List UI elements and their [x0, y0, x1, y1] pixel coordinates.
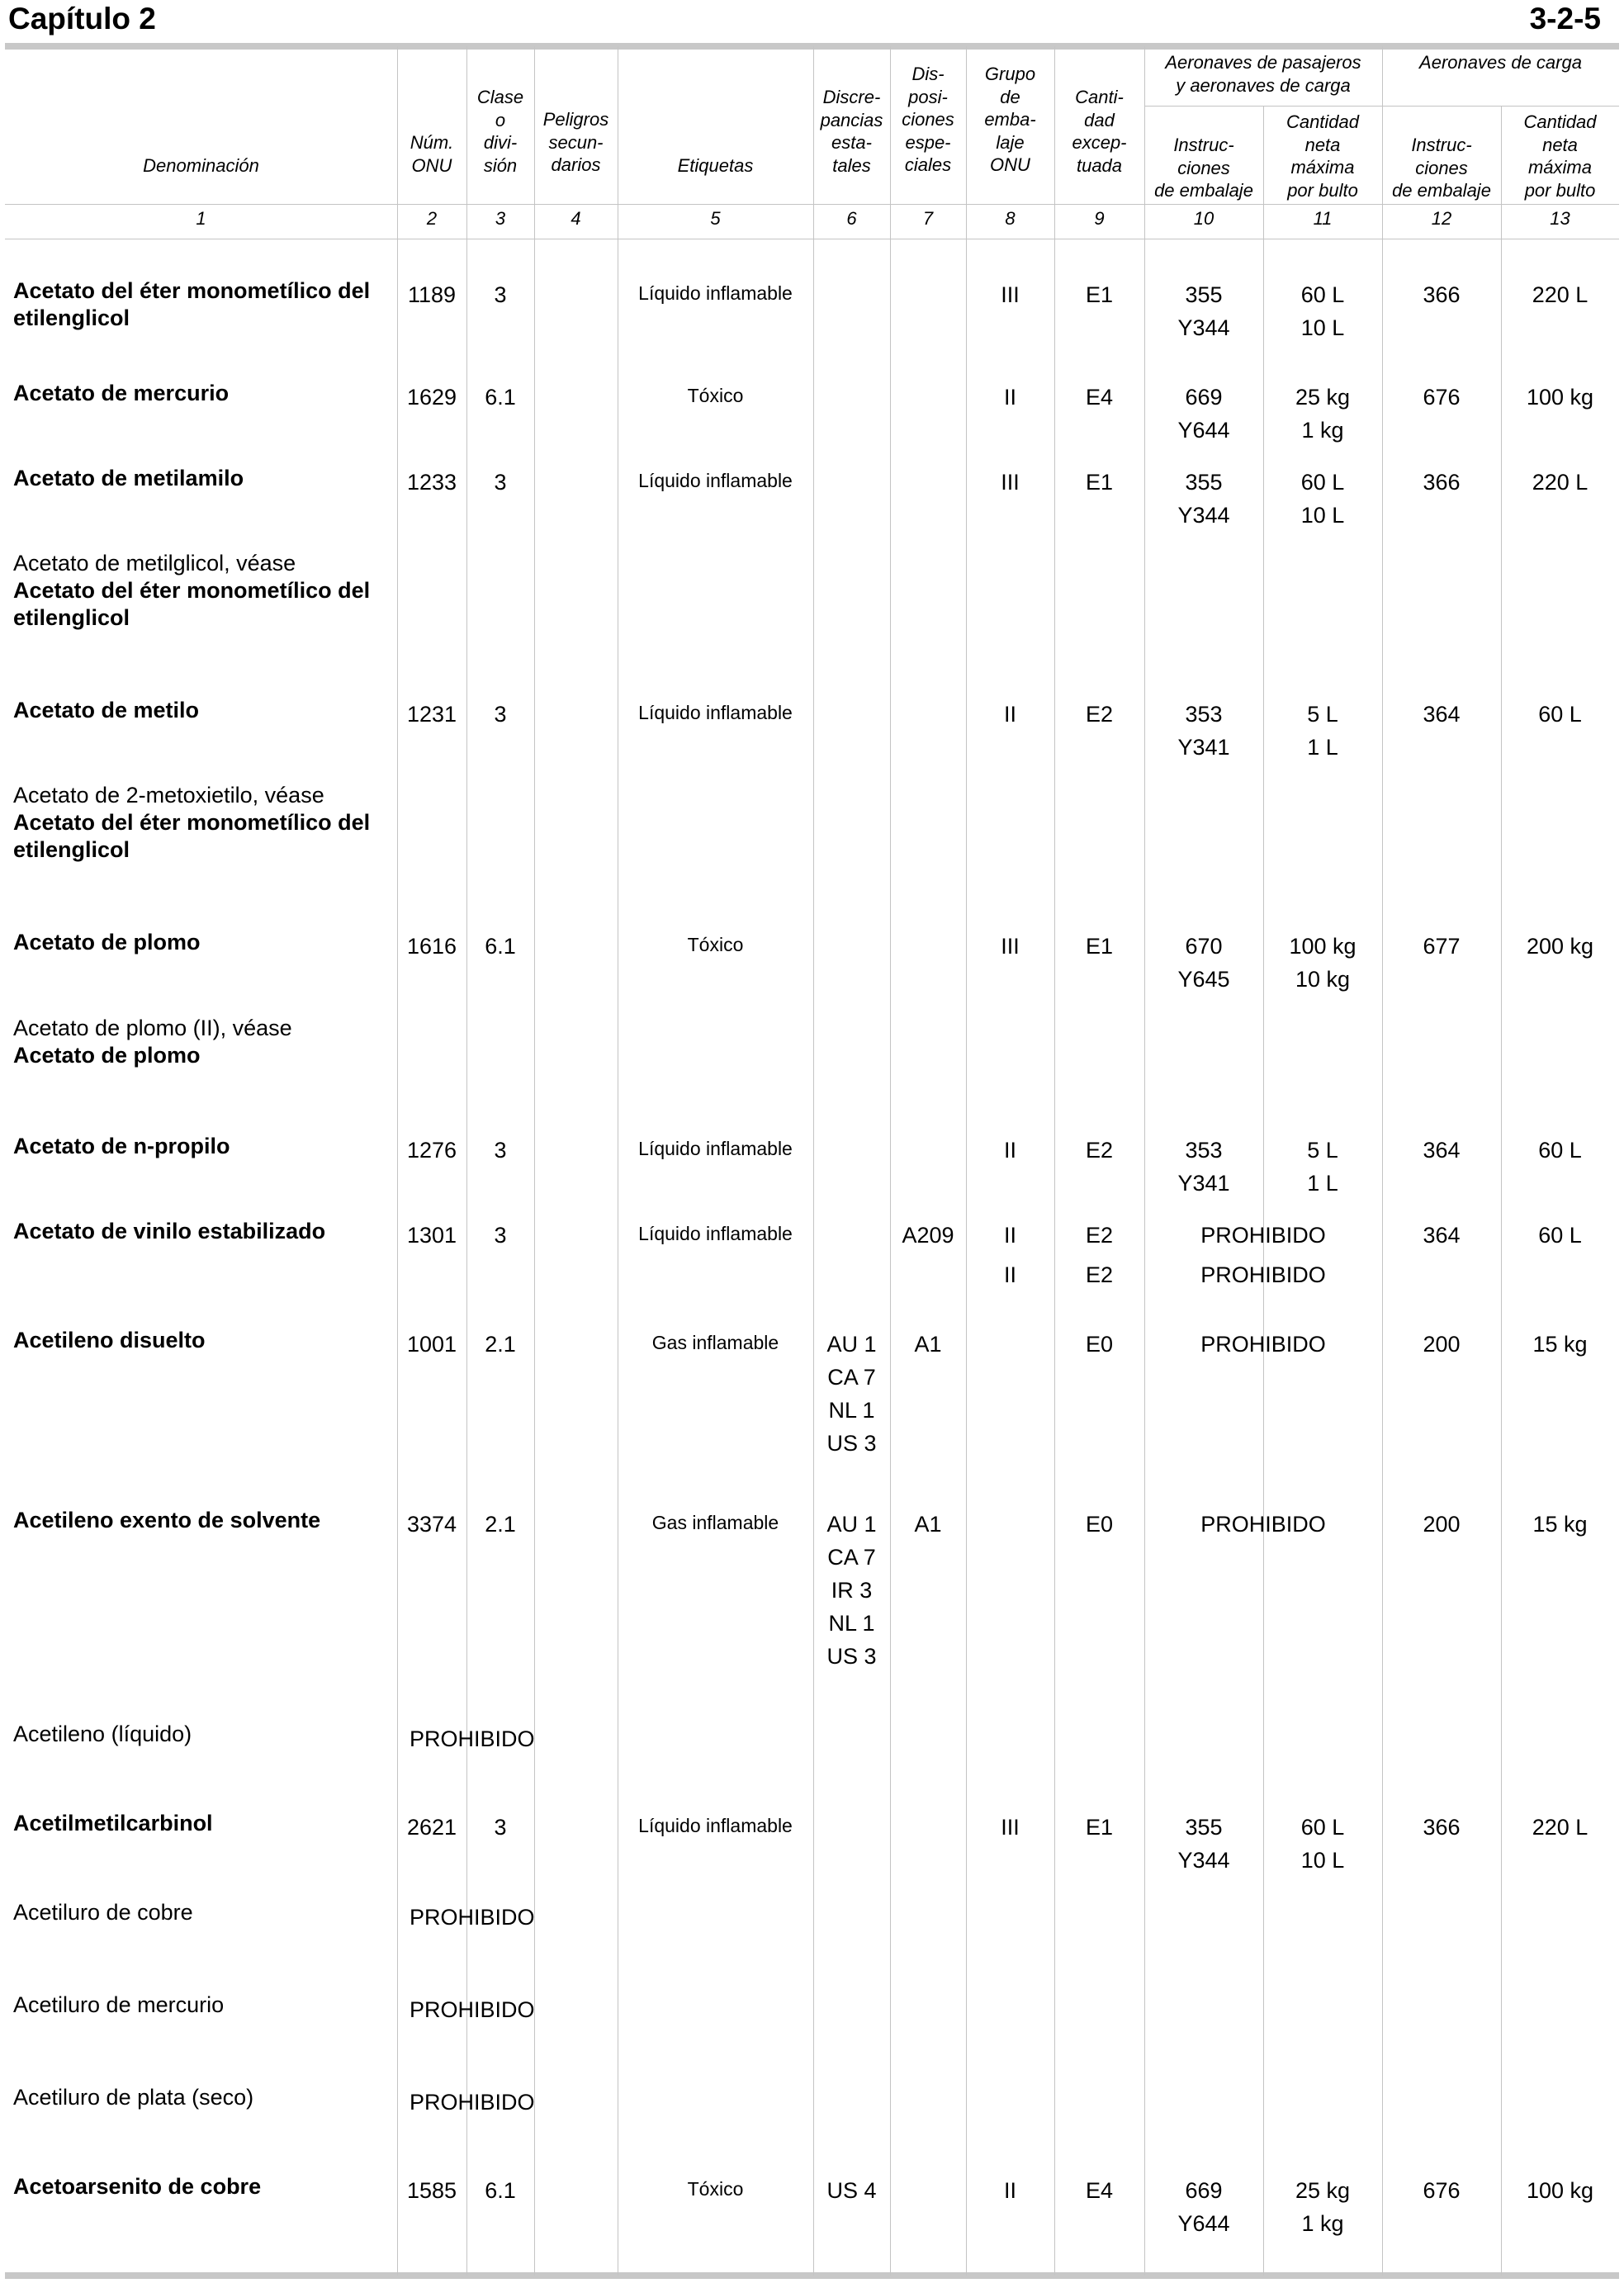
entry-clase: 3	[494, 702, 507, 727]
entry-name-forbidden: Acetileno (líquido)	[13, 1722, 192, 1746]
header-etiquetas: Etiquetas	[677, 155, 754, 176]
column-number: 6	[846, 208, 857, 229]
entry-state-variations: AU 1 CA 7 IR 3 NL 1 US 3	[826, 1512, 877, 1669]
entry-clase: 6.1	[485, 2178, 516, 2203]
entry-cargo-quantity: 15 kg	[1532, 1512, 1588, 1537]
entry-excepted-qty: E2	[1085, 1138, 1114, 1163]
column-number: 5	[710, 208, 721, 229]
see-reference-target: Acetato de plomo	[13, 1043, 201, 1068]
entry-forbidden: PROHIBIDO	[410, 1905, 535, 1930]
entry-grupo: II	[1003, 385, 1016, 410]
entry-etiqueta: Líquido inflamable	[638, 1815, 793, 1836]
entry-grupo: III	[1001, 1815, 1020, 1840]
entry-clase: 3	[494, 1223, 507, 1248]
see-reference: Acetato de metilglicol, véase	[13, 551, 296, 575]
entry-grupo: III	[1001, 934, 1020, 959]
entry-passenger-quantity: 25 kg 1 kg	[1295, 385, 1351, 443]
entry-excepted-qty: E4	[1085, 2178, 1114, 2203]
entry-cargo-quantity: 220 L	[1532, 470, 1588, 495]
entry-clase: 3	[494, 1138, 507, 1163]
entry-cargo-quantity: 60 L	[1538, 702, 1582, 727]
see-reference-target: Acetato del éter monometílico del etilenglicol	[13, 578, 371, 630]
entry-excepted-qty: E2	[1085, 702, 1114, 727]
entry-clase: 3	[494, 282, 507, 307]
entry-name: Acetato de plomo	[13, 930, 201, 954]
entry-onu: 1616	[406, 934, 457, 959]
header-pasajeros-group: Aeronaves de pasajeros y aeronaves de carga	[1165, 52, 1361, 96]
entry-passenger-quantity: 25 kg 1 kg	[1295, 2178, 1351, 2236]
entry-forbidden: PROHIBIDO	[410, 2090, 535, 2115]
entry-cargo-instruction: 676	[1423, 2178, 1461, 2203]
entry-state-variations: AU 1 CA 7 NL 1 US 3	[826, 1332, 877, 1456]
entry-passenger-instruction: 355 Y344	[1177, 282, 1230, 340]
entry-grupo: II II	[1003, 1223, 1016, 1287]
column-number: 7	[922, 208, 934, 229]
entry-special-provisions: A209	[902, 1223, 954, 1248]
entry-passenger-quantity: 60 L 10 L	[1300, 470, 1345, 528]
entry-passenger-instruction: 355 Y344	[1177, 1815, 1230, 1873]
entry-forbidden: PROHIBIDO	[1200, 1332, 1326, 1357]
entry-passenger-instruction: 353 Y341	[1177, 702, 1230, 760]
see-reference: Acetato de plomo (II), véase	[13, 1016, 292, 1040]
entry-cargo-instruction: 200	[1423, 1512, 1461, 1537]
entry-onu: 1233	[406, 470, 457, 495]
entry-cargo-instruction: 677	[1423, 934, 1461, 959]
entry-passenger-instruction: 669 Y644	[1177, 385, 1230, 443]
header-grupo-embalaje: Grupo de emba- laje ONU	[984, 64, 1036, 175]
entry-onu: 1276	[406, 1138, 457, 1163]
column-number: 13	[1550, 208, 1570, 229]
entry-cargo-instruction: 676	[1423, 385, 1461, 410]
entry-name-forbidden: Acetiluro de mercurio	[13, 1992, 225, 2017]
entry-excepted-qty: E1	[1085, 934, 1114, 959]
column-number: 1	[196, 208, 206, 229]
entry-grupo: III	[1001, 282, 1020, 307]
entry-forbidden: PROHIBIDO PROHIBIDO	[1200, 1223, 1326, 1287]
entry-passenger-quantity: 100 kg 10 kg	[1289, 934, 1356, 992]
entry-passenger-instruction: 669 Y644	[1177, 2178, 1230, 2236]
header-num-onu: Núm. ONU	[410, 132, 454, 176]
header-instrucciones-pasajeros: Instruc- ciones de embalaje	[1154, 135, 1253, 201]
entry-name-forbidden: Acetiluro de cobre	[13, 1900, 193, 1925]
entry-grupo: III	[1001, 470, 1020, 495]
bottom-rule	[5, 2272, 1619, 2279]
entry-passenger-instruction: 670 Y645	[1177, 934, 1230, 992]
entry-excepted-qty: E0	[1085, 1512, 1114, 1537]
entry-excepted-qty: E0	[1085, 1332, 1114, 1357]
header-cantidad-neta-pasajeros: Cantidad neta máxima por bulto	[1285, 111, 1360, 201]
entry-clase: 6.1	[485, 385, 516, 410]
header-divider	[5, 204, 1619, 205]
header-clase: Clase o divi- sión	[476, 87, 524, 176]
entry-name: Acetato de n-propilo	[13, 1134, 230, 1158]
entry-special-provisions: A1	[914, 1332, 942, 1357]
entry-etiqueta: Gas inflamable	[651, 1332, 779, 1353]
entry-cargo-instruction: 200	[1423, 1332, 1461, 1357]
column-number: 10	[1193, 208, 1214, 229]
entry-cargo-quantity: 220 L	[1532, 282, 1588, 307]
entry-cargo-quantity: 60 L	[1538, 1138, 1582, 1163]
entry-grupo: II	[1003, 2178, 1016, 2203]
entry-excepted-qty: E1	[1085, 282, 1114, 307]
entry-onu: 2621	[406, 1815, 457, 1840]
column-number: 12	[1431, 208, 1452, 229]
entry-cargo-quantity: 100 kg	[1526, 385, 1594, 410]
entry-etiqueta: Líquido inflamable	[638, 470, 793, 491]
entry-onu: 1629	[406, 385, 457, 410]
entry-name: Acetoarsenito de cobre	[13, 2174, 262, 2199]
entry-etiqueta: Líquido inflamable	[638, 702, 793, 723]
column-number: 3	[495, 208, 506, 229]
entry-onu: 1001	[406, 1332, 457, 1357]
entry-etiqueta: Líquido inflamable	[638, 1138, 793, 1159]
entry-name: Acetato de mercurio	[13, 381, 230, 405]
entry-onu: 1301	[406, 1223, 457, 1248]
column-divider	[813, 46, 814, 2276]
header-denominacion: Denominación	[143, 155, 259, 176]
column-divider	[534, 46, 535, 2276]
see-reference-target: Acetato del éter monometílico del etilenglicol	[13, 810, 371, 862]
header-discrepancias: Discre- pancias esta- tales	[820, 87, 883, 176]
entry-clase: 2.1	[485, 1512, 516, 1537]
entry-onu: 1189	[407, 282, 457, 307]
entry-name: Acetato del éter monometílico del etilenglicol	[13, 278, 371, 330]
column-divider	[890, 46, 891, 2276]
entry-forbidden: PROHIBIDO	[410, 1726, 535, 1751]
entry-state-variations: US 4	[826, 2178, 877, 2203]
entry-cargo-quantity: 100 kg	[1526, 2178, 1594, 2203]
entry-excepted-qty: E1	[1085, 470, 1114, 495]
entry-clase: 3	[494, 1815, 507, 1840]
chapter-title: Capítulo 2	[8, 2, 156, 36]
entry-name: Acetileno exento de solvente	[13, 1508, 321, 1532]
column-number: 8	[1005, 208, 1016, 229]
entry-cargo-instruction: 364	[1423, 1138, 1461, 1163]
entry-grupo: II	[1003, 1138, 1016, 1163]
entry-onu: 1231	[406, 702, 457, 727]
entry-cargo-instruction: 364	[1423, 1223, 1461, 1248]
entry-passenger-instruction: 353 Y341	[1177, 1138, 1230, 1196]
entry-cargo-instruction: 364	[1423, 702, 1461, 727]
entry-cargo-instruction: 366	[1423, 470, 1461, 495]
header-disposiciones: Dis- posi- ciones espe- ciales	[902, 64, 954, 175]
entry-passenger-quantity: 60 L 10 L	[1300, 282, 1345, 340]
header-carga-group: Aeronaves de carga	[1419, 52, 1582, 73]
entry-name: Acetato de metilamilo	[13, 466, 244, 490]
entry-cargo-quantity: 15 kg	[1532, 1332, 1588, 1357]
header-instrucciones-carga: Instruc- ciones de embalaje	[1392, 135, 1491, 201]
entry-onu: 1585	[406, 2178, 457, 2203]
column-number: 11	[1313, 208, 1333, 229]
entry-passenger-quantity: 5 L 1 L	[1307, 702, 1338, 760]
entry-name: Acetato de vinilo estabilizado	[13, 1219, 326, 1243]
entry-excepted-qty: E1	[1085, 1815, 1114, 1840]
entry-forbidden: PROHIBIDO	[410, 1997, 535, 2022]
entry-cargo-quantity: 220 L	[1532, 1815, 1588, 1840]
column-divider	[1501, 106, 1502, 2276]
entry-clase: 3	[494, 470, 507, 495]
entry-excepted-qty: E4	[1085, 385, 1114, 410]
entry-special-provisions: A1	[914, 1512, 942, 1537]
top-rule	[5, 43, 1619, 50]
column-number: 9	[1094, 208, 1105, 229]
entry-name: Acetato de metilo	[13, 698, 200, 722]
header-peligros-secundarios: Peligros secun- darios	[542, 109, 609, 175]
page-number: 3-2-5	[1529, 2, 1601, 36]
entry-clase: 2.1	[485, 1332, 516, 1357]
entry-etiqueta: Tóxico	[687, 2178, 744, 2200]
see-reference: Acetato de 2-metoxietilo, véase	[13, 783, 324, 808]
entry-etiqueta: Líquido inflamable	[638, 1223, 793, 1244]
entry-etiqueta: Gas inflamable	[651, 1512, 779, 1533]
header-cantidad-neta-carga: Cantidad neta máxima por bulto	[1523, 111, 1597, 201]
entry-cargo-quantity: 60 L	[1538, 1223, 1582, 1248]
column-number: 2	[426, 208, 438, 229]
entry-name: Acetilmetilcarbinol	[13, 1811, 213, 1835]
entry-clase: 6.1	[485, 934, 516, 959]
entry-cargo-instruction: 366	[1423, 282, 1461, 307]
entry-cargo-instruction: 366	[1423, 1815, 1461, 1840]
entry-name-forbidden: Acetiluro de plata (seco)	[13, 2085, 254, 2110]
header-cantidad-exceptuada: Canti- dad excep- tuada	[1072, 87, 1127, 176]
column-number: 4	[571, 208, 581, 229]
entry-etiqueta: Tóxico	[687, 934, 744, 955]
entry-name: Acetileno disuelto	[13, 1328, 206, 1352]
entry-passenger-quantity: 60 L 10 L	[1300, 1815, 1345, 1873]
entry-grupo: II	[1003, 702, 1016, 727]
entry-etiqueta: Líquido inflamable	[638, 282, 793, 304]
entry-passenger-instruction: 355 Y344	[1177, 470, 1230, 528]
entry-excepted-qty: E2 E2	[1085, 1223, 1114, 1287]
entry-forbidden: PROHIBIDO	[1200, 1512, 1326, 1537]
header-divider	[1144, 106, 1619, 107]
entry-cargo-quantity: 200 kg	[1526, 934, 1594, 959]
entry-passenger-quantity: 5 L 1 L	[1307, 1138, 1338, 1196]
entry-onu: 3374	[406, 1512, 457, 1537]
entry-etiqueta: Tóxico	[687, 385, 744, 406]
